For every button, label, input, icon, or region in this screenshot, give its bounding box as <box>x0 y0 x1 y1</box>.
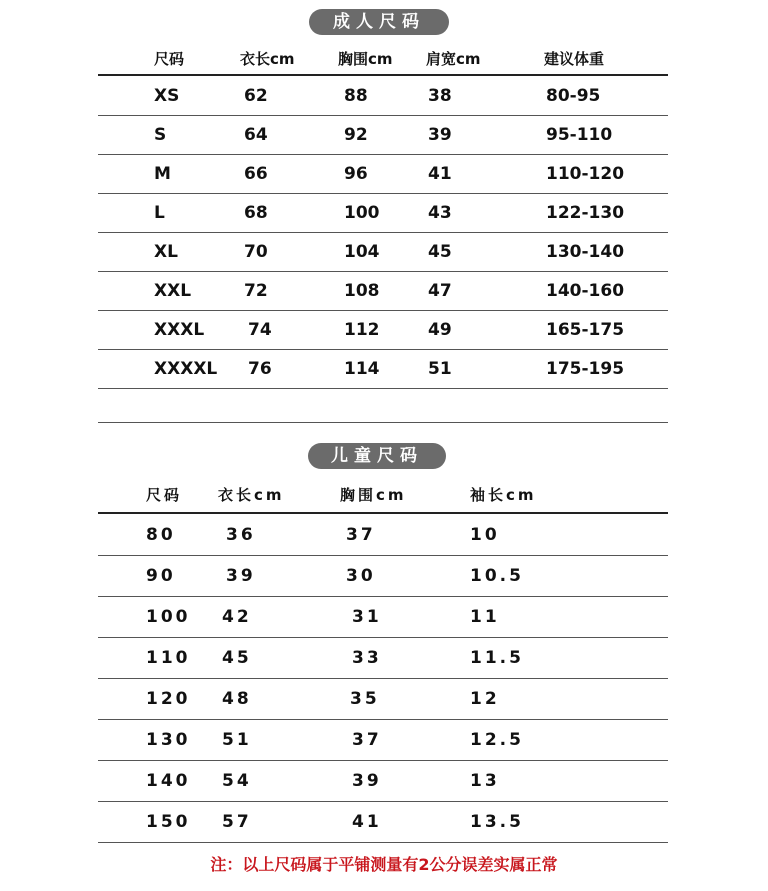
adult-header-weight: 建议体重 <box>544 50 605 68</box>
table-row <box>98 272 668 311</box>
adult-header-chest: 胸围cm <box>338 50 393 68</box>
length-cell: 39 <box>226 566 256 586</box>
kids-header-divider <box>98 512 668 514</box>
chest-cell: 30 <box>346 566 376 586</box>
size-cell: L <box>154 203 165 223</box>
size-cell: 120 <box>146 689 191 709</box>
table-row <box>98 515 668 556</box>
length-cell: 36 <box>226 525 256 545</box>
kids-size-title: 儿童尺码 <box>308 443 446 469</box>
length-cell: 74 <box>248 320 272 340</box>
shoulder-cell: 51 <box>428 359 452 379</box>
shoulder-cell: 47 <box>428 281 452 301</box>
size-cell: 140 <box>146 771 191 791</box>
sleeve-cell: 10 <box>470 525 500 545</box>
length-cell: 62 <box>244 86 268 106</box>
length-cell: 48 <box>222 689 252 709</box>
chest-cell: 108 <box>344 281 380 301</box>
length-cell: 66 <box>244 164 268 184</box>
length-cell: 68 <box>244 203 268 223</box>
adult-header-divider <box>98 74 668 76</box>
weight-cell: 140-160 <box>546 281 625 301</box>
shoulder-cell: 38 <box>428 86 452 106</box>
chest-cell: 112 <box>344 320 380 340</box>
measurement-note: 注：以上尺码属于平铺测量有2公分误差实属正常 <box>210 855 558 874</box>
chest-cell: 88 <box>344 86 368 106</box>
chest-cell: 37 <box>346 525 376 545</box>
sleeve-cell: 13.5 <box>470 812 524 832</box>
table-row <box>98 116 668 155</box>
chest-cell: 114 <box>344 359 380 379</box>
adult-size-title: 成人尺码 <box>309 9 449 35</box>
size-cell: 110 <box>146 648 191 668</box>
size-cell: 80 <box>146 525 176 545</box>
shoulder-cell: 43 <box>428 203 452 223</box>
size-cell: M <box>154 164 171 184</box>
chest-cell: 37 <box>352 730 382 750</box>
table-row <box>98 556 668 597</box>
weight-cell: 110-120 <box>546 164 625 184</box>
weight-cell: 122-130 <box>546 203 625 223</box>
kids-header-length: 衣长cm <box>218 486 285 504</box>
size-cell: S <box>154 125 167 145</box>
table-row <box>98 350 668 389</box>
kids-header-chest: 胸围cm <box>340 486 407 504</box>
shoulder-cell: 49 <box>428 320 452 340</box>
weight-cell: 175-195 <box>546 359 625 379</box>
chest-cell: 39 <box>352 771 382 791</box>
table-row <box>98 155 668 194</box>
chest-cell: 100 <box>344 203 380 223</box>
sleeve-cell: 13 <box>470 771 500 791</box>
kids-header-size: 尺码 <box>146 486 183 504</box>
table-row <box>98 233 668 272</box>
chest-cell: 33 <box>352 648 382 668</box>
adult-table-bottom-divider <box>98 422 668 423</box>
shoulder-cell: 39 <box>428 125 452 145</box>
size-cell: 90 <box>146 566 176 586</box>
size-cell: XXL <box>154 281 192 301</box>
size-cell: 100 <box>146 607 191 627</box>
sleeve-cell: 12 <box>470 689 500 709</box>
length-cell: 51 <box>222 730 252 750</box>
table-row <box>98 638 668 679</box>
size-cell: XXXXL <box>154 359 218 379</box>
weight-cell: 130-140 <box>546 242 625 262</box>
weight-cell: 95-110 <box>546 125 613 145</box>
size-cell: XXXL <box>154 320 205 340</box>
weight-cell: 165-175 <box>546 320 625 340</box>
size-cell: 150 <box>146 812 191 832</box>
table-row <box>98 597 668 638</box>
sleeve-cell: 12.5 <box>470 730 524 750</box>
length-cell: 72 <box>244 281 268 301</box>
kids-header-sleeve: 袖长cm <box>470 486 537 504</box>
table-row <box>98 761 668 802</box>
size-cell: XS <box>154 86 180 106</box>
chest-cell: 35 <box>350 689 380 709</box>
length-cell: 42 <box>222 607 252 627</box>
length-cell: 64 <box>244 125 268 145</box>
table-row <box>98 679 668 720</box>
chest-cell: 31 <box>352 607 382 627</box>
table-row <box>98 802 668 843</box>
sleeve-cell: 10.5 <box>470 566 524 586</box>
table-row <box>98 311 668 350</box>
adult-header-size: 尺码 <box>154 50 185 68</box>
sleeve-cell: 11 <box>470 607 500 627</box>
sleeve-cell: 11.5 <box>470 648 524 668</box>
shoulder-cell: 45 <box>428 242 452 262</box>
chest-cell: 41 <box>352 812 382 832</box>
length-cell: 70 <box>244 242 268 262</box>
table-row <box>98 194 668 233</box>
adult-header-length: 衣长cm <box>240 50 295 68</box>
chest-cell: 96 <box>344 164 368 184</box>
length-cell: 54 <box>222 771 252 791</box>
length-cell: 76 <box>248 359 272 379</box>
size-cell: 130 <box>146 730 191 750</box>
table-row <box>98 720 668 761</box>
table-row <box>98 77 668 116</box>
length-cell: 45 <box>222 648 252 668</box>
length-cell: 57 <box>222 812 252 832</box>
chest-cell: 92 <box>344 125 368 145</box>
weight-cell: 80-95 <box>546 86 601 106</box>
size-cell: XL <box>154 242 178 262</box>
adult-header-shoulder: 肩宽cm <box>426 50 481 68</box>
chest-cell: 104 <box>344 242 380 262</box>
shoulder-cell: 41 <box>428 164 452 184</box>
